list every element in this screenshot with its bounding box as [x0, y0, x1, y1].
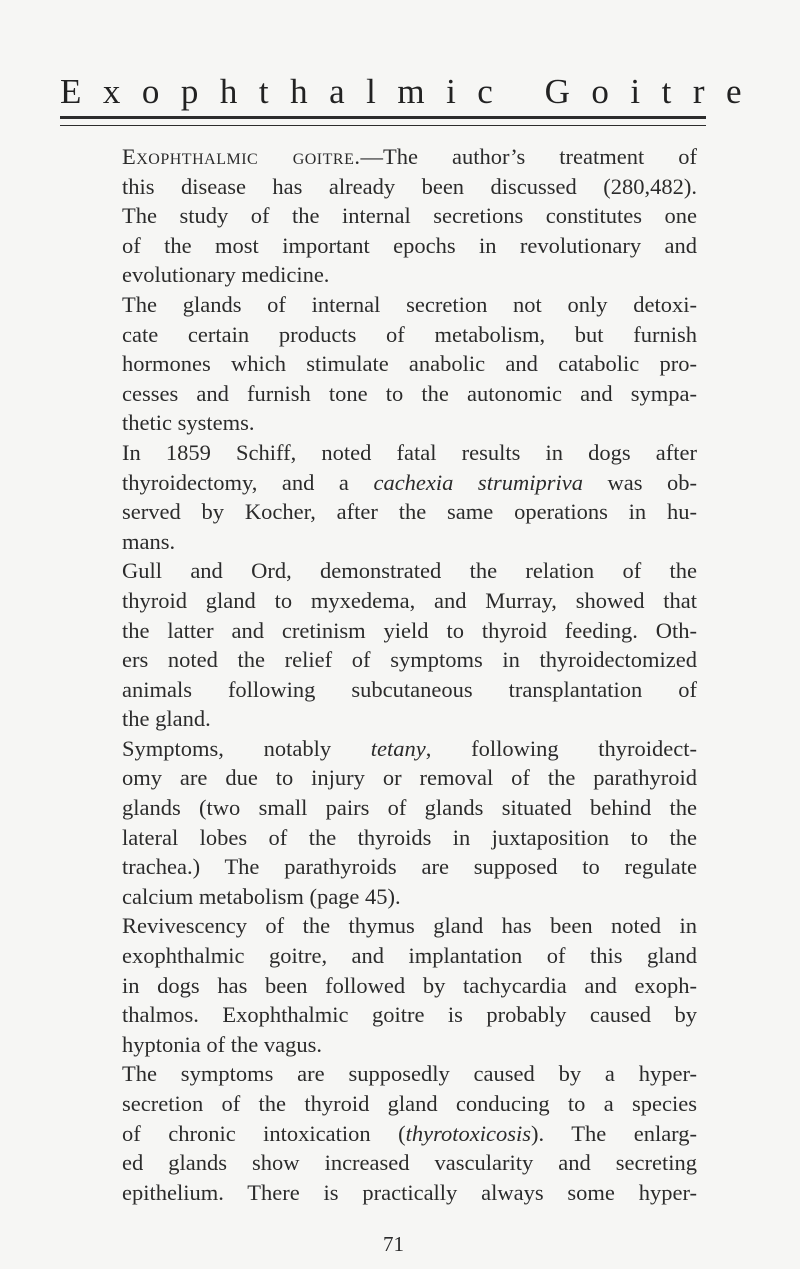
- text-line: thetic systems.: [122, 410, 255, 436]
- text-line: secretion of the thyroid gland conducing to a species: [122, 1091, 697, 1116]
- text-line: cate certain products of metabolism, but furnish: [122, 321, 697, 347]
- text-line: The symptoms are supposedly caused by a hyper-: [122, 1061, 697, 1087]
- header-rule-thin: [60, 125, 706, 126]
- text-line: served by Kocher, after the same operations in hu-: [122, 499, 697, 525]
- text-line: epithelium. There is practically always some hyper-: [122, 1179, 697, 1205]
- text-line: animals following subcutaneous transplantation of: [122, 676, 697, 702]
- text-line: the gland.: [122, 706, 211, 732]
- italic-term: cachexia strumipriva: [373, 469, 583, 495]
- text-line: of chronic intoxication (thyrotoxicosis). The enlarg-: [122, 1120, 698, 1146]
- text-line: omy are due to injury or removal of the parathyroid: [122, 765, 697, 791]
- italic-term: thyrotoxicosis: [405, 1120, 532, 1146]
- text-line: thyroidectomy, and a cachexia strumipriva was ob-: [122, 469, 697, 495]
- text-line: Gull and Ord, demonstrated the relation of the: [122, 558, 697, 584]
- running-head-title: Exophthalmic Goitre: [60, 72, 764, 111]
- text-line: ed glands show increased vascularity and secreting: [122, 1150, 697, 1176]
- text-line: trachea.) The parathyroids are supposed to regulate: [122, 854, 697, 880]
- text-line: cesses and furnish tone to the autonomic and sympa-: [122, 380, 697, 406]
- text-line: hyptonia of the vagus.: [122, 1031, 322, 1057]
- text-line: of the most important epochs in revolutionary and: [122, 232, 697, 258]
- italic-term: tetany: [370, 735, 426, 761]
- text-line: Revivescency of the thymus gland has been noted in: [122, 913, 697, 939]
- text-line: evolutionary medicine.: [122, 262, 330, 288]
- header-rule-thick: [60, 116, 706, 119]
- text-line: ers noted the relief of symptoms in thyroidectomized: [122, 647, 697, 673]
- text-line: The study of the internal secretions constitutes one: [122, 203, 697, 229]
- text-line: exophthalmic goitre, and implantation of this gland: [122, 943, 697, 969]
- text-line: this disease has already been discussed (280,482).: [122, 173, 697, 199]
- text-line: thyroid gland to myxedema, and Murray, showed that: [122, 587, 697, 613]
- text-line: The glands of internal secretion not only detoxi-: [122, 291, 697, 317]
- text-line: hormones which stimulate anabolic and catabolic pro-: [122, 351, 697, 377]
- text-line: mans.: [122, 528, 176, 554]
- text-line: glands (two small pairs of glands situated behind the: [122, 795, 697, 821]
- text-line: calcium metabolism (page 45).: [122, 883, 401, 909]
- text-line: lateral lobes of the thyroids in juxtaposition to the: [122, 824, 697, 850]
- text-line: the latter and cretinism yield to thyroid feeding. Oth-: [122, 617, 697, 643]
- body-text: [122, 142, 697, 1207]
- text-line: thalmos. Exophthalmic goitre is probably caused by: [122, 1002, 697, 1028]
- text-line: Exophthalmic goitre.—The author’s treatment of: [122, 144, 697, 169]
- page-number: 71: [383, 1232, 404, 1256]
- text-line: Symptoms, notably tetany, following thyroidect-: [122, 735, 697, 761]
- text-line: In 1859 Schiff, noted fatal results in dogs after: [122, 439, 697, 465]
- entry-headword: Exophthalmic goitre.: [122, 144, 361, 169]
- text-line: in dogs has been followed by tachycardia and exoph-: [122, 972, 697, 998]
